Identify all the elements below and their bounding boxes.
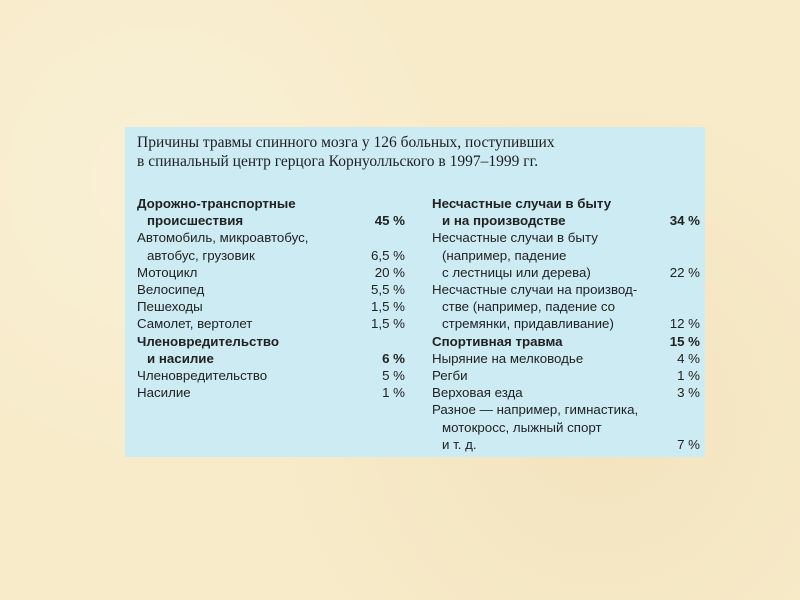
row-value: 7 % bbox=[677, 436, 700, 452]
row-label-line: Несчастные случаи на производ- bbox=[432, 282, 638, 298]
table-row bbox=[432, 367, 700, 384]
row-label-line: Велосипед bbox=[137, 282, 205, 298]
row-value: 1 % bbox=[382, 385, 405, 401]
row-label-line: Пешеходы bbox=[137, 299, 203, 315]
row-value: 1 % bbox=[677, 368, 700, 384]
row-label-line: стве (например, падение со bbox=[442, 299, 616, 315]
row-label bbox=[432, 229, 660, 281]
category-row bbox=[432, 333, 700, 350]
category-row bbox=[137, 195, 405, 229]
row-label-line: Мотоцикл bbox=[137, 264, 198, 280]
row-value: 4 % bbox=[677, 350, 700, 366]
row-label bbox=[432, 384, 660, 401]
row-label bbox=[432, 367, 660, 384]
row-label bbox=[137, 367, 365, 384]
row-label bbox=[137, 195, 365, 229]
row-value: 6,5 % bbox=[370, 247, 405, 263]
row-label bbox=[432, 195, 660, 229]
row-value: 5,5 % bbox=[370, 282, 405, 298]
row-value: 6 % bbox=[382, 350, 405, 366]
table-row bbox=[137, 229, 405, 263]
row-label bbox=[432, 401, 660, 453]
row-label-line: Ныряние на мелководье bbox=[432, 350, 584, 366]
right-column bbox=[432, 195, 700, 453]
row-label-line: происшествия bbox=[147, 213, 244, 229]
row-label bbox=[137, 229, 365, 263]
table-title bbox=[137, 133, 697, 171]
row-label-line: автобус, грузовик bbox=[147, 247, 255, 263]
row-label bbox=[432, 281, 660, 333]
row-label-line: Разное — например, гимнастика, bbox=[432, 402, 639, 418]
table-row bbox=[432, 401, 700, 453]
table-row bbox=[137, 367, 405, 384]
row-value: 15 % bbox=[669, 333, 700, 349]
row-label-line: Членовредительство bbox=[137, 368, 268, 384]
row-label-line: Спортивная травма bbox=[432, 333, 563, 349]
row-label bbox=[137, 298, 365, 315]
row-label-line: (например, падение bbox=[442, 247, 567, 263]
table-row bbox=[137, 298, 405, 315]
row-value: 5 % bbox=[382, 368, 405, 384]
row-label-line: Автомобиль, микроавтобус, bbox=[137, 230, 309, 246]
row-value: 34 % bbox=[669, 213, 700, 229]
row-value: 22 % bbox=[669, 264, 700, 280]
row-value: 1,5 % bbox=[370, 316, 405, 332]
row-label-line: и на производстве bbox=[442, 213, 566, 229]
category-row bbox=[137, 333, 405, 367]
row-label-line: мотокросс, лыжный спорт bbox=[442, 419, 602, 435]
row-label-line: Регби bbox=[432, 368, 468, 384]
row-label bbox=[137, 384, 365, 401]
table-row bbox=[432, 350, 700, 367]
table-row bbox=[137, 315, 405, 332]
row-label bbox=[432, 333, 660, 350]
row-value: 12 % bbox=[669, 316, 700, 332]
row-value: 1,5 % bbox=[370, 299, 405, 315]
title-line-1: Причины травмы спинного мозга у 126 больных, поступивших bbox=[137, 134, 555, 151]
row-label-line: Членовредительство bbox=[137, 333, 280, 349]
table-row bbox=[137, 281, 405, 298]
table-row bbox=[137, 264, 405, 281]
row-label-line: Несчастные случаи в быту bbox=[432, 230, 598, 246]
row-label-line: Дорожно-транспортные bbox=[137, 196, 296, 211]
row-label-line: с лестницы или дерева) bbox=[442, 264, 591, 280]
row-label-line: Самолет, вертолет bbox=[137, 316, 253, 332]
row-value: 45 % bbox=[374, 213, 405, 229]
table-row bbox=[432, 384, 700, 401]
row-label bbox=[137, 281, 365, 298]
title-line-2: в спинальный центр герцога Корнуолльского в 1997–1999 гг. bbox=[137, 153, 539, 170]
table-row bbox=[137, 384, 405, 401]
row-label-line: Несчастные случаи в быту bbox=[432, 196, 612, 211]
row-label bbox=[137, 264, 365, 281]
row-label-line: Насилие bbox=[137, 385, 191, 401]
left-column bbox=[137, 195, 405, 401]
row-label bbox=[137, 333, 365, 367]
table-row bbox=[432, 229, 700, 281]
row-label-line: Верховая езда bbox=[432, 385, 523, 401]
row-label-line: стремянки, придавливание) bbox=[442, 316, 614, 332]
category-row bbox=[432, 195, 700, 229]
row-label-line: и насилие bbox=[147, 350, 214, 366]
table-row bbox=[432, 281, 700, 333]
row-label-line: и т. д. bbox=[442, 436, 477, 452]
row-value: 3 % bbox=[677, 385, 700, 401]
row-value: 20 % bbox=[374, 264, 405, 280]
row-label bbox=[137, 315, 365, 332]
table-card bbox=[125, 127, 705, 457]
row-label bbox=[432, 350, 660, 367]
